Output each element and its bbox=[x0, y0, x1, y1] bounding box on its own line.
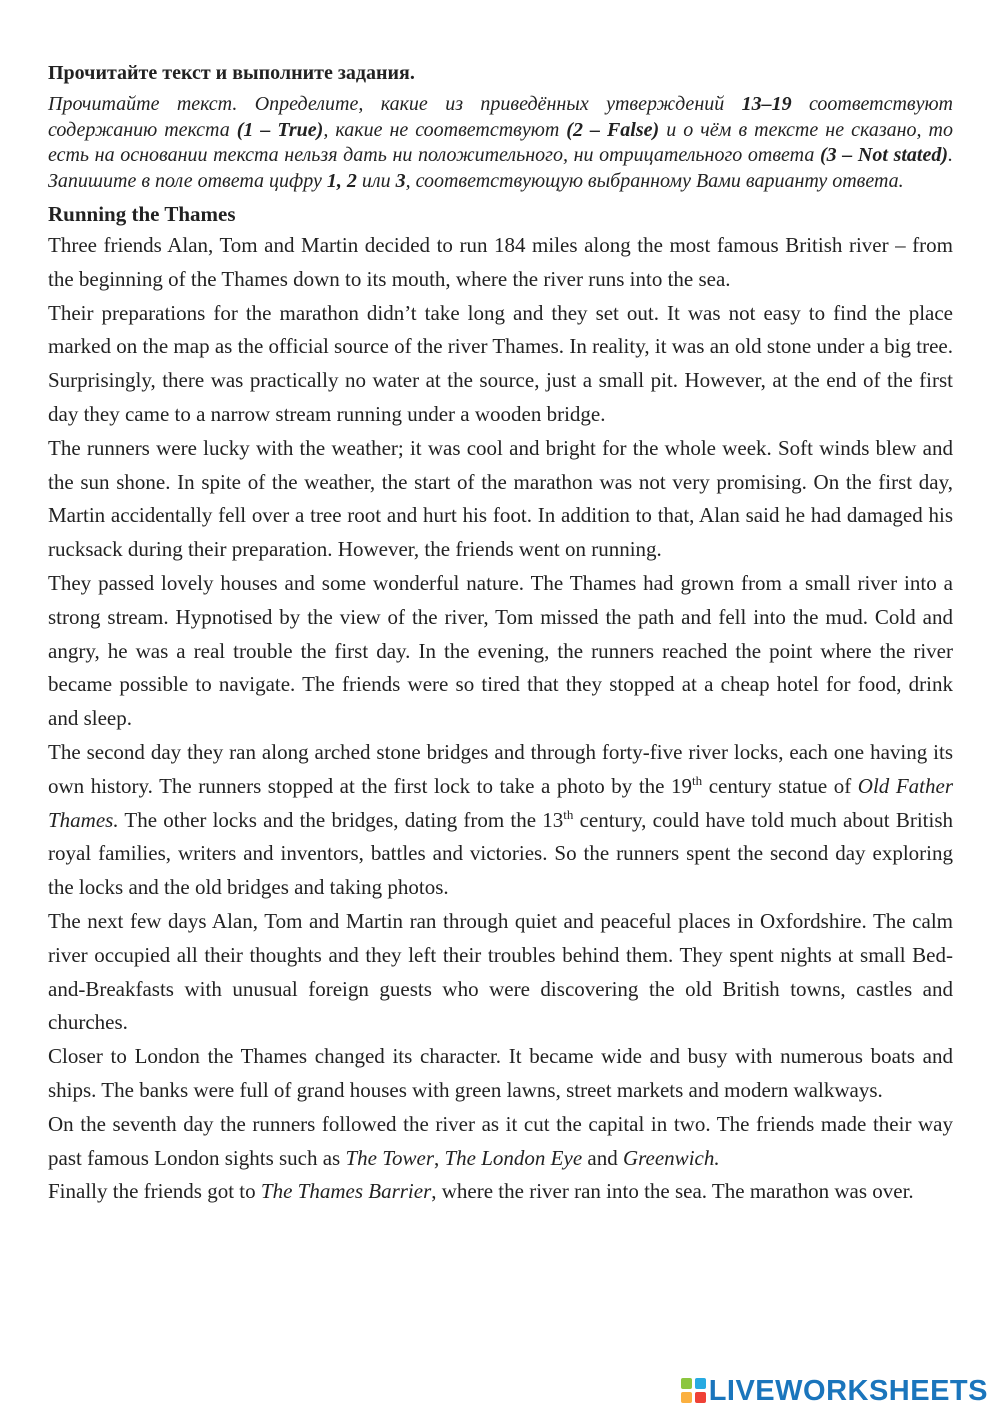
story-title: Running the Thames bbox=[48, 202, 236, 226]
instructions-text: , соответствующую выбранному Вами варианту ответа. bbox=[405, 169, 904, 192]
task-heading: Прочитайте текст и выполните задания. bbox=[48, 62, 415, 84]
liveworksheets-wordmark: LIVEWORKSHEETS bbox=[708, 1375, 988, 1407]
answer-digit-1: 1, bbox=[326, 169, 342, 192]
thames-barrier-name: The Thames Barrier bbox=[260, 1179, 432, 1204]
story-paragraph-5: The second day they ran along arched stone bridges and through forty-five river locks, each one having its own history. The runners stopped at the first lock to take a photo by the 19th century statue of Old Father Thames. The other locks and the bridges, dating from the 13th century, could have told much about British royal families, writers and inventors, battles and victories. So the runners spent the second day exploring the locks and the old bridges and taking photos. bbox=[48, 739, 954, 900]
instructions-text: . Запишите в поле ответа цифру bbox=[48, 144, 954, 192]
story-paragraph-3: The runners were lucky with the weather; it was cool and bright for the whole week. Soft winds blew and the sun shone. In spite of the weather, the start of the marathon was not very promising. On the first day, Martin accidentally fell over a tree root and hurt his foot. In addition to that, Alan said he had damaged his rucksack during their preparation. However, the friends went on running. bbox=[48, 435, 953, 562]
story-paragraph-9: Finally the friends got to The Thames Barrier, where the river ran into the sea. The marathon was over. bbox=[48, 1179, 914, 1204]
statement-range: 13–19 bbox=[741, 93, 792, 115]
worksheet-page bbox=[48, 60, 953, 1209]
answer-digit-3: 3 bbox=[395, 169, 406, 192]
story-paragraph-7: Closer to London the Thames changed its character. It became wide and busy with numerous boats and ships. The banks were full of grand houses with green lawns, street markets and modern walkways. bbox=[48, 1044, 953, 1102]
instructions-text: , какие не соответствуют bbox=[323, 118, 567, 141]
story-paragraph-1: Three friends Alan, Tom and Martin decided to run 184 miles along the most famous British river – from the beginning of the Thames down to its mouth, where the river runs into the sea. bbox=[48, 233, 953, 291]
liveworksheets-logo-icon bbox=[681, 1378, 707, 1404]
story-paragraph-4: They passed lovely houses and some wonderful nature. The Thames had grown from a small river into a strong stream. Hypnotised by the view of the river, Tom missed the path and fell into the mud. Cold and angry, he was a real trouble the first day. In the evening, the runners reached the point where the river became possible to navigate. The friends were so tired that they stopped at a cheap hotel for food, drink and sleep. bbox=[48, 570, 953, 731]
instructions-text: соответствуют содержанию текста bbox=[48, 93, 953, 141]
sight-the-tower: The Tower bbox=[345, 1145, 434, 1170]
story-paragraph-8: On the seventh day the runners followed the river as it cut the capital in two. The friends made their way past famous London sights such as The Tower, The London Eye and Greenwich. bbox=[48, 1111, 953, 1170]
answer-digit-2: 2 bbox=[346, 169, 357, 192]
instructions-text: Прочитайте текст. Определите, какие из приведённых утверждений bbox=[48, 93, 742, 115]
story-paragraph-6: The next few days Alan, Tom and Martin ran through quiet and peaceful places in Oxfordshire. The calm river occupied all their thoughts and they left their troubles behind them. They spent nights at small Bed-and-Breakfasts with unusual foreign guests who were discovering the old British towns, castles and churches. bbox=[48, 908, 953, 1035]
statue-name: Old Father Thames. bbox=[48, 773, 953, 832]
task-instructions bbox=[48, 92, 953, 194]
sight-london-eye: The London Eye bbox=[444, 1145, 583, 1170]
instructions-text: или bbox=[356, 169, 396, 192]
liveworksheets-brand[interactable] bbox=[681, 1374, 988, 1408]
option-true: (1 – True) bbox=[236, 118, 324, 141]
instructions-text: и о чём в тексте не сказано, то есть на основании текста нельзя дать ни положительного, ни отрицательного ответа bbox=[48, 118, 953, 166]
option-not-stated: (3 – Not stated) bbox=[819, 144, 949, 166]
option-false: (2 – False) bbox=[566, 118, 660, 141]
sight-greenwich: Greenwich. bbox=[622, 1145, 720, 1170]
story-paragraph-2: Their preparations for the marathon didn’t take long and they set out. It was not easy to find the place marked on the map as the official source of the river Thames. In reality, it was an old stone under a big tree. Surprisingly, there was practically no water at the source, just a small pit. However, at the end of the first day they came to a narrow stream running under a wooden bridge. bbox=[48, 300, 953, 426]
